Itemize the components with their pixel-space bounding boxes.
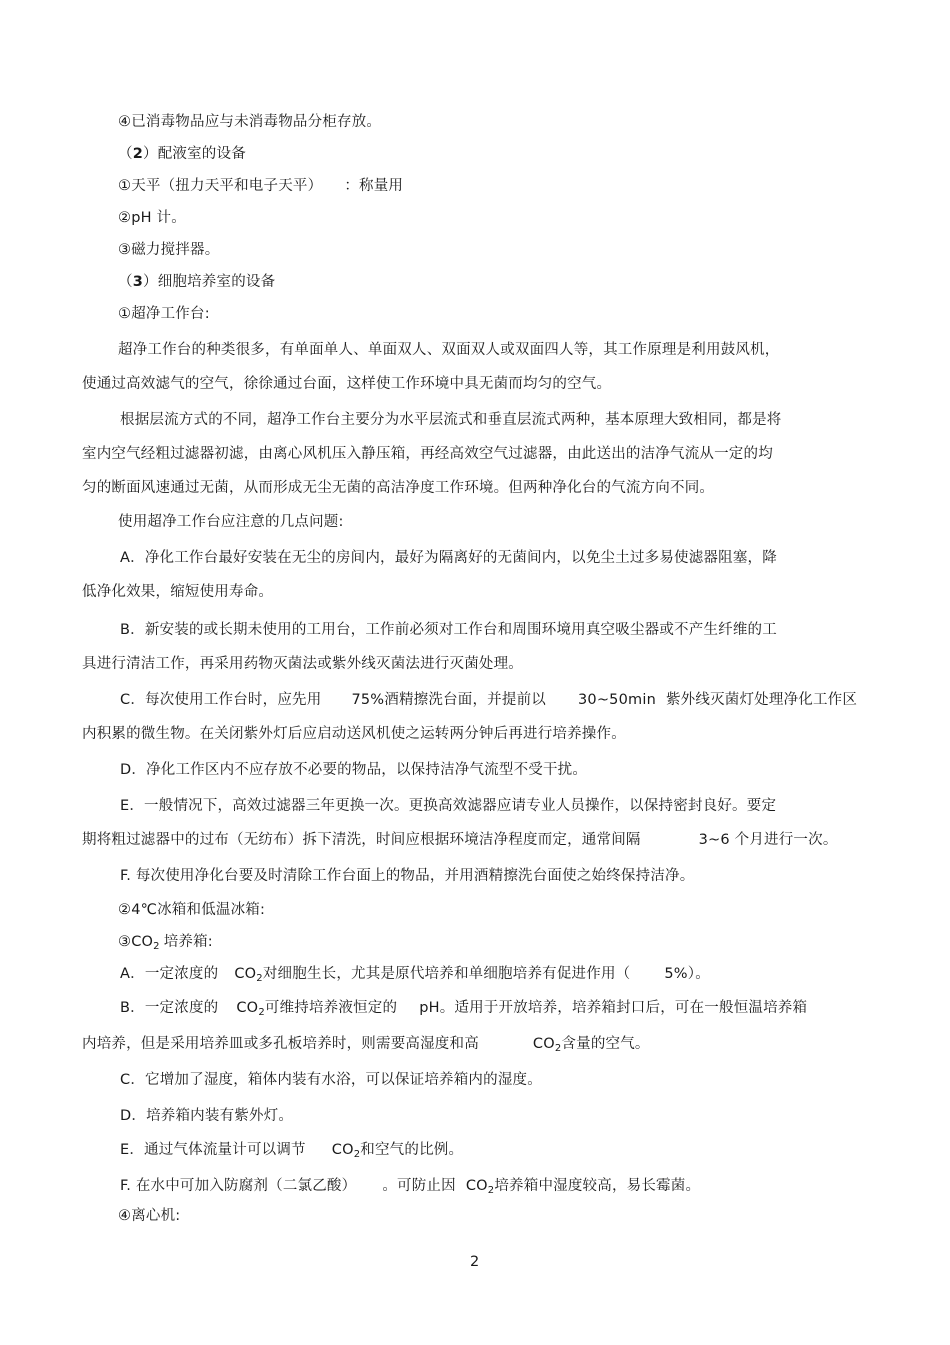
text-span: CO bbox=[236, 1000, 259, 1016]
text-span: 可维持培养液恒定的 bbox=[264, 1000, 398, 1016]
heading-number: 2 bbox=[132, 146, 143, 162]
paragraph-line: F. 每次使用净化台要及时清除工作台面上的物品，并用酒精擦洗台面使之始终保持洁净。 bbox=[120, 868, 695, 884]
paragraph-line bbox=[82, 1034, 650, 1054]
subscript: 2 bbox=[353, 1149, 361, 1160]
paragraph-line: 室内空气经粗过滤器初滤，由离心风机压入静压箱，再经高效空气过滤器，由此送出的洁净气流从一定的均 bbox=[82, 446, 773, 462]
text-span: 75%酒精擦洗台面，并提前以 bbox=[351, 692, 546, 708]
heading-paren: （ bbox=[118, 274, 133, 290]
text-span: E．通过气体流量计可以调节 bbox=[120, 1142, 306, 1158]
text-span: pH。适用于开放培养，培养箱封口后，可在一般恒温培养箱 bbox=[419, 1000, 808, 1016]
paragraph-line: D．培养箱内装有紫外灯。 bbox=[120, 1108, 294, 1124]
paragraph-line: D．净化工作区内不应存放不必要的物品，以保持洁净气流型不受干扰。 bbox=[120, 762, 588, 778]
text-span: 3~6 个月进行一次。 bbox=[698, 832, 838, 848]
section-heading-2 bbox=[118, 144, 246, 164]
subscript: 2 bbox=[258, 1007, 265, 1018]
text-span: CO bbox=[532, 1036, 555, 1052]
section-heading-3 bbox=[118, 272, 275, 292]
text-span: 含量的空气。 bbox=[561, 1036, 650, 1052]
paragraph-line: ②pH 计。 bbox=[118, 210, 186, 226]
text-span: C．每次使用工作台时，应先用 bbox=[120, 692, 322, 708]
heading-text: ）细胞培养室的设备 bbox=[143, 274, 276, 290]
page-number: 2 bbox=[470, 1254, 480, 1270]
paragraph-line bbox=[118, 932, 213, 952]
text-span: CO bbox=[234, 966, 257, 982]
text-span: ③CO bbox=[118, 934, 154, 950]
paragraph-line: 具进行清洁工作，再采用药物灭菌法或紫外线灭菌法进行灭菌处理。 bbox=[82, 656, 523, 672]
paragraph-line bbox=[120, 1176, 700, 1196]
text-span: 5%）。 bbox=[664, 966, 710, 982]
paragraph-line bbox=[120, 964, 710, 984]
subscript: 2 bbox=[487, 1185, 495, 1196]
subscript: 2 bbox=[153, 941, 160, 952]
text-span: 期将粗过滤器中的过布（无纺布）拆下清洗，时间应根据环境洁净程度而定，通常间隔 bbox=[82, 832, 641, 848]
text-span: CO bbox=[331, 1142, 354, 1158]
text-span: ①天平（扭力天平和电子天平） bbox=[118, 178, 323, 194]
paragraph-line: A．净化工作台最好安装在无尘的房间内，最好为隔离好的无菌间内，以免尘土过多易使滤器阻塞，降 bbox=[120, 550, 777, 566]
heading-text: ）配液室的设备 bbox=[143, 146, 246, 162]
paragraph-line: 使通过高效滤气的空气，徐徐通过台面，这样使工作环境中具无菌而均匀的空气。 bbox=[82, 376, 612, 392]
text-span: 30~50min bbox=[577, 692, 656, 708]
paragraph-line: ③磁力搅拌器。 bbox=[118, 242, 220, 258]
subscript: 2 bbox=[256, 973, 263, 984]
text-span: F. 在水中可加入防腐剂（二氯乙酸） bbox=[120, 1178, 357, 1194]
paragraph-line bbox=[118, 176, 403, 196]
paragraph-line bbox=[120, 1140, 463, 1160]
text-span: 对细胞生长，尤其是原代培养和单细胞培养有促进作用（ bbox=[262, 966, 631, 982]
text-span: A．一定浓度的 bbox=[120, 966, 219, 982]
paragraph-line: 低净化效果，缩短使用寿命。 bbox=[82, 584, 274, 600]
text-span: ：称量用 bbox=[344, 178, 404, 194]
paragraph-line: 使用超净工作台应注意的几点问题: bbox=[118, 514, 344, 530]
paragraph-line: C．它增加了湿度，箱体内装有水浴，可以保证培养箱内的湿度。 bbox=[120, 1072, 542, 1088]
heading-number: 3 bbox=[132, 274, 143, 290]
text-span: 紫外线灭菌灯处理净化工作区 bbox=[665, 692, 858, 708]
text-span: 。可防止因 bbox=[382, 1178, 456, 1194]
subscript: 2 bbox=[554, 1043, 562, 1054]
paragraph-line: ②4℃冰箱和低温冰箱: bbox=[118, 902, 266, 918]
paragraph-line: 超净工作台的种类很多，有单面单人、单面双人、双面双人或双面四人等，其工作原理是利用鼓风机， bbox=[118, 342, 780, 358]
text-span: CO bbox=[465, 1178, 488, 1194]
paragraph-line: B．新安装的或长期未使用的工用台，工作前必须对工作台和周围环境用真空吸尘器或不产生纤维的工 bbox=[120, 622, 777, 638]
paragraph-line: 根据层流方式的不同，超净工作台主要分为水平层流式和垂直层流式两种，基本原理大致相同，都是将 bbox=[120, 412, 782, 428]
text-span: 培养箱中湿度较高，易长霉菌。 bbox=[494, 1178, 701, 1194]
paragraph-line bbox=[120, 998, 807, 1018]
paragraph-line: ④已消毒物品应与未消毒物品分柜存放。 bbox=[118, 114, 382, 130]
paragraph-line: 匀的断面风速通过无菌，从而形成无尘无菌的高洁净度工作环境。但两种净化台的气流方向不同。 bbox=[82, 480, 715, 496]
text-span: B．一定浓度的 bbox=[120, 1000, 219, 1016]
paragraph-line: E．一般情况下，高效过滤器三年更换一次。更换高效滤器应请专业人员操作，以保持密封良好。要定 bbox=[120, 798, 777, 814]
paragraph-line: 内积累的微生物。在关闭紫外灯后应启动送风机使之运转两分钟后再进行培养操作。 bbox=[82, 726, 626, 742]
heading-paren: （ bbox=[118, 146, 133, 162]
text-span: 培养箱: bbox=[163, 934, 213, 950]
text-span: 内培养，但是采用培养皿或多孔板培养时，则需要高湿度和高 bbox=[82, 1036, 479, 1052]
paragraph-line: ④离心机: bbox=[118, 1208, 181, 1224]
paragraph-line bbox=[120, 690, 857, 710]
paragraph-line: ①超净工作台: bbox=[118, 306, 210, 322]
paragraph-line bbox=[82, 830, 838, 850]
text-span: 和空气的比例。 bbox=[360, 1142, 464, 1158]
